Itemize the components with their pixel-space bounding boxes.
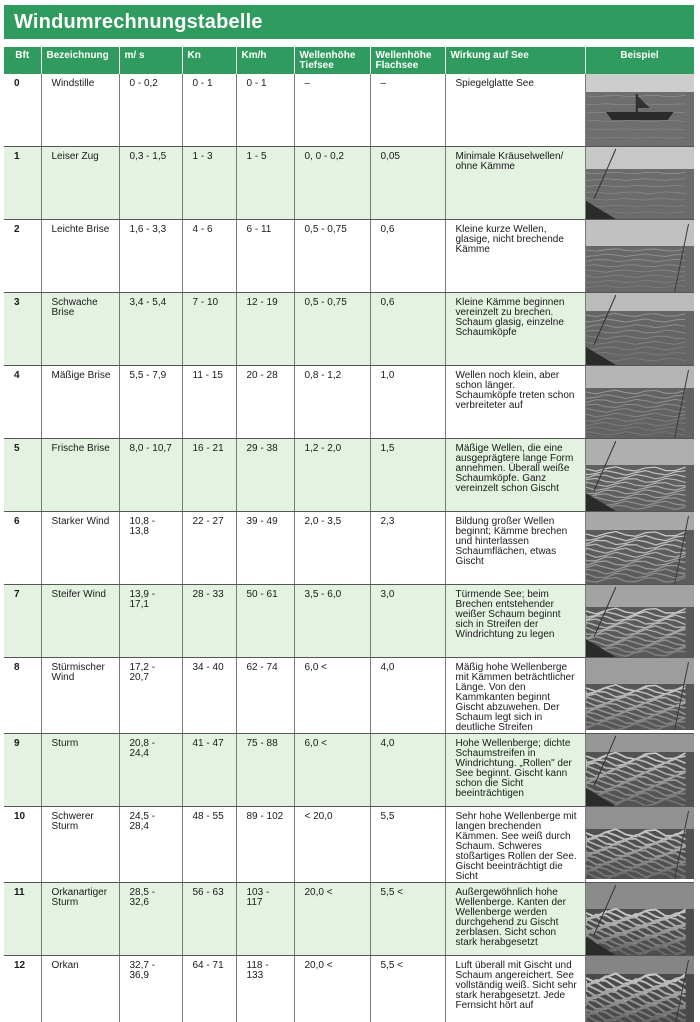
- sea-photo-icon: [586, 512, 695, 584]
- cell-wave-deep: 0,5 - 0,75: [294, 220, 370, 293]
- cell-wave-shallow: 0,05: [370, 147, 445, 220]
- sea-photo-icon: [586, 734, 695, 806]
- cell-ms: 3,4 - 5,4: [119, 293, 182, 366]
- sea-photo-icon: [586, 366, 695, 438]
- cell-kn: 16 - 21: [182, 439, 236, 512]
- cell-wave-deep: 20,0 <: [294, 956, 370, 1022]
- sea-photo-icon: [586, 658, 695, 730]
- table-row: [4, 807, 694, 883]
- cell-example: [585, 585, 694, 658]
- cell-bft: 12: [4, 956, 41, 1022]
- sea-photo-icon: [586, 956, 695, 1022]
- table-row: [4, 585, 694, 658]
- cell-wave-shallow: 1,5: [370, 439, 445, 512]
- cell-bft: 10: [4, 807, 41, 883]
- cell-kmh: 6 - 11: [236, 220, 294, 293]
- cell-kmh: 103 - 117: [236, 883, 294, 956]
- wind-table: [4, 47, 695, 1022]
- cell-bft: 8: [4, 658, 41, 734]
- cell-kmh: 50 - 61: [236, 585, 294, 658]
- sea-photo-icon: [586, 74, 695, 146]
- cell-kn: 28 - 33: [182, 585, 236, 658]
- header-kn: Kn: [182, 47, 236, 74]
- header-wave-shallow: [370, 47, 445, 74]
- cell-name: Starker Wind: [41, 512, 119, 585]
- cell-kn: 41 - 47: [182, 734, 236, 807]
- header-effect: Wirkung auf See: [445, 47, 585, 74]
- cell-ms: 13,9 - 17,1: [119, 585, 182, 658]
- cell-effect: Mäßige Wellen, die eine ausgeprägtere lange Form annehmen. Überall weiße Schaumköpfe. Ganz vereinzelt schon Gischt: [445, 439, 585, 512]
- cell-bft: 11: [4, 883, 41, 956]
- cell-ms: 8,0 - 10,7: [119, 439, 182, 512]
- cell-kmh: 118 - 133: [236, 956, 294, 1022]
- cell-ms: 17,2 - 20,7: [119, 658, 182, 734]
- cell-effect: Mäßig hohe Wellenberge mit Kämmen beträchtlicher Länge. Von den Kammkanten beginnt Gischt abzuwehen. Der Schaum legt sich in deutliche Streifen: [445, 658, 585, 734]
- cell-wave-deep: –: [294, 74, 370, 147]
- table-row: [4, 883, 694, 956]
- table-row: [4, 734, 694, 807]
- sea-photo-icon: [586, 585, 695, 657]
- cell-example: [585, 147, 694, 220]
- cell-effect: Hohe Wellenberge; dichte Schaumstreifen in Windrichtung. „Rollen" der See beginnt. Gischt kann schon die Sicht beeinträchtigen: [445, 734, 585, 807]
- cell-example: [585, 293, 694, 366]
- cell-effect: Bildung großer Wellen beginnt; Kämme brechen und hinterlassen Schaumflächen, etwas Gischt: [445, 512, 585, 585]
- cell-example: [585, 658, 694, 734]
- cell-wave-shallow: 4,0: [370, 734, 445, 807]
- cell-kmh: 0 - 1: [236, 74, 294, 147]
- table-row: [4, 439, 694, 512]
- cell-name: Schwache Brise: [41, 293, 119, 366]
- header-wave-shallow-line1: Wellenhöhe: [375, 50, 432, 61]
- header-wave-deep-line1: Wellenhöhe: [299, 50, 356, 61]
- cell-example: [585, 74, 694, 147]
- cell-wave-deep: 0,8 - 1,2: [294, 366, 370, 439]
- cell-wave-shallow: 4,0: [370, 658, 445, 734]
- cell-name: Orkan: [41, 956, 119, 1022]
- cell-kn: 22 - 27: [182, 512, 236, 585]
- cell-bft: 2: [4, 220, 41, 293]
- cell-example: [585, 439, 694, 512]
- cell-wave-deep: 3,5 - 6,0: [294, 585, 370, 658]
- cell-wave-deep: 1,2 - 2,0: [294, 439, 370, 512]
- cell-kn: 64 - 71: [182, 956, 236, 1022]
- cell-wave-shallow: 5,5 <: [370, 956, 445, 1022]
- cell-wave-deep: 6,0 <: [294, 734, 370, 807]
- page-title: Windumrechnungstabelle: [4, 5, 694, 39]
- sea-photo-icon: [586, 220, 695, 292]
- cell-kn: 1 - 3: [182, 147, 236, 220]
- cell-kmh: 29 - 38: [236, 439, 294, 512]
- header-bft: Bft: [4, 47, 41, 74]
- cell-wave-shallow: 2,3: [370, 512, 445, 585]
- cell-name: Leichte Brise: [41, 220, 119, 293]
- header-wave-deep-line2: Tiefsee: [299, 60, 334, 71]
- cell-wave-shallow: –: [370, 74, 445, 147]
- cell-effect: Luft überall mit Gischt und Schaum angereichert. See vollständig weiß. Sicht sehr stark herabgesetzt. Jede Fernsicht hört auf: [445, 956, 585, 1022]
- cell-kmh: 12 - 19: [236, 293, 294, 366]
- cell-wave-shallow: 5,5: [370, 807, 445, 883]
- cell-example: [585, 220, 694, 293]
- cell-effect: Wellen noch klein, aber schon länger. Schaumköpfe treten schon verbreiteter auf: [445, 366, 585, 439]
- cell-bft: 4: [4, 366, 41, 439]
- cell-kn: 11 - 15: [182, 366, 236, 439]
- cell-ms: 10,8 - 13,8: [119, 512, 182, 585]
- cell-ms: 32,7 - 36,9: [119, 956, 182, 1022]
- cell-example: [585, 956, 694, 1022]
- cell-example: [585, 366, 694, 439]
- cell-example: [585, 512, 694, 585]
- cell-example: [585, 734, 694, 807]
- cell-bft: 9: [4, 734, 41, 807]
- cell-kmh: 20 - 28: [236, 366, 294, 439]
- cell-wave-deep: 20,0 <: [294, 883, 370, 956]
- header-example: Beispiel: [585, 47, 694, 74]
- cell-ms: 20,8 - 24,4: [119, 734, 182, 807]
- table-row: [4, 74, 694, 147]
- cell-bft: 1: [4, 147, 41, 220]
- cell-wave-shallow: 0,6: [370, 293, 445, 366]
- cell-example: [585, 883, 694, 956]
- cell-name: Mäßige Brise: [41, 366, 119, 439]
- cell-kn: 56 - 63: [182, 883, 236, 956]
- cell-wave-shallow: 1,0: [370, 366, 445, 439]
- cell-kn: 34 - 40: [182, 658, 236, 734]
- cell-ms: 24,5 - 28,4: [119, 807, 182, 883]
- cell-ms: 28,5 - 32,6: [119, 883, 182, 956]
- cell-name: Stürmischer Wind: [41, 658, 119, 734]
- cell-wave-shallow: 5,5 <: [370, 883, 445, 956]
- cell-wave-deep: 6,0 <: [294, 658, 370, 734]
- cell-bft: 7: [4, 585, 41, 658]
- cell-bft: 0: [4, 74, 41, 147]
- cell-kn: 7 - 10: [182, 293, 236, 366]
- cell-effect: Kleine Kämme beginnen vereinzelt zu brechen. Schaum glasig, einzelne Schaumköpfe: [445, 293, 585, 366]
- cell-kmh: 39 - 49: [236, 512, 294, 585]
- cell-name: Orkanartiger Sturm: [41, 883, 119, 956]
- cell-name: Windstille: [41, 74, 119, 147]
- cell-effect: Sehr hohe Wellenberge mit langen brechenden Kämmen. See weiß durch Schaum. Schweres stoßartiges Rollen der See. Gischt beeinträchtigt die Sicht: [445, 807, 585, 883]
- table-row: [4, 658, 694, 734]
- cell-example: [585, 807, 694, 883]
- cell-effect: Minimale Kräuselwellen/ ohne Kämme: [445, 147, 585, 220]
- cell-ms: 0,3 - 1,5: [119, 147, 182, 220]
- cell-effect: Türmende See; beim Brechen entstehender weißer Schaum beginnt sich in Streifen der Windrichtung zu legen: [445, 585, 585, 658]
- cell-name: Leiser Zug: [41, 147, 119, 220]
- sea-photo-icon: [586, 439, 695, 511]
- table-header-row: [4, 47, 694, 74]
- table-row: [4, 293, 694, 366]
- table-row: [4, 366, 694, 439]
- table-row: [4, 512, 694, 585]
- sea-photo-icon: [586, 293, 695, 365]
- cell-kn: 0 - 1: [182, 74, 236, 147]
- header-kmh: Km/h: [236, 47, 294, 74]
- cell-name: Steifer Wind: [41, 585, 119, 658]
- cell-effect: Außergewöhnlich hohe Wellenberge. Kanten der Wellenberge werden durchgehend zu Gischt zerblasen. Sicht schon stark herabgesetzt: [445, 883, 585, 956]
- table-row: [4, 147, 694, 220]
- sea-photo-icon: [586, 147, 695, 219]
- cell-wave-deep: 2,0 - 3,5: [294, 512, 370, 585]
- cell-wave-deep: 0, 0 - 0,2: [294, 147, 370, 220]
- cell-kmh: 75 - 88: [236, 734, 294, 807]
- cell-name: Frische Brise: [41, 439, 119, 512]
- sea-photo-icon: [586, 807, 695, 879]
- cell-effect: Kleine kurze Wellen, glasige, nicht brechende Kämme: [445, 220, 585, 293]
- cell-wave-deep: < 20,0: [294, 807, 370, 883]
- cell-ms: 5,5 - 7,9: [119, 366, 182, 439]
- cell-name: Sturm: [41, 734, 119, 807]
- cell-wave-shallow: 3,0: [370, 585, 445, 658]
- cell-kn: 48 - 55: [182, 807, 236, 883]
- sea-photo-icon: [586, 883, 695, 955]
- cell-bft: 5: [4, 439, 41, 512]
- cell-bft: 3: [4, 293, 41, 366]
- header-wave-deep: [294, 47, 370, 74]
- header-wave-shallow-line2: Flachsee: [375, 60, 419, 71]
- cell-effect: Spiegelglatte See: [445, 74, 585, 147]
- cell-kmh: 1 - 5: [236, 147, 294, 220]
- cell-bft: 6: [4, 512, 41, 585]
- cell-wave-deep: 0,5 - 0,75: [294, 293, 370, 366]
- cell-kn: 4 - 6: [182, 220, 236, 293]
- header-name: Bezeichnung: [41, 47, 119, 74]
- header-ms: m/ s: [119, 47, 182, 74]
- cell-ms: 0 - 0,2: [119, 74, 182, 147]
- cell-ms: 1,6 - 3,3: [119, 220, 182, 293]
- cell-name: Schwerer Sturm: [41, 807, 119, 883]
- cell-kmh: 89 - 102: [236, 807, 294, 883]
- cell-kmh: 62 - 74: [236, 658, 294, 734]
- table-row: [4, 956, 694, 1022]
- cell-wave-shallow: 0,6: [370, 220, 445, 293]
- table-row: [4, 220, 694, 293]
